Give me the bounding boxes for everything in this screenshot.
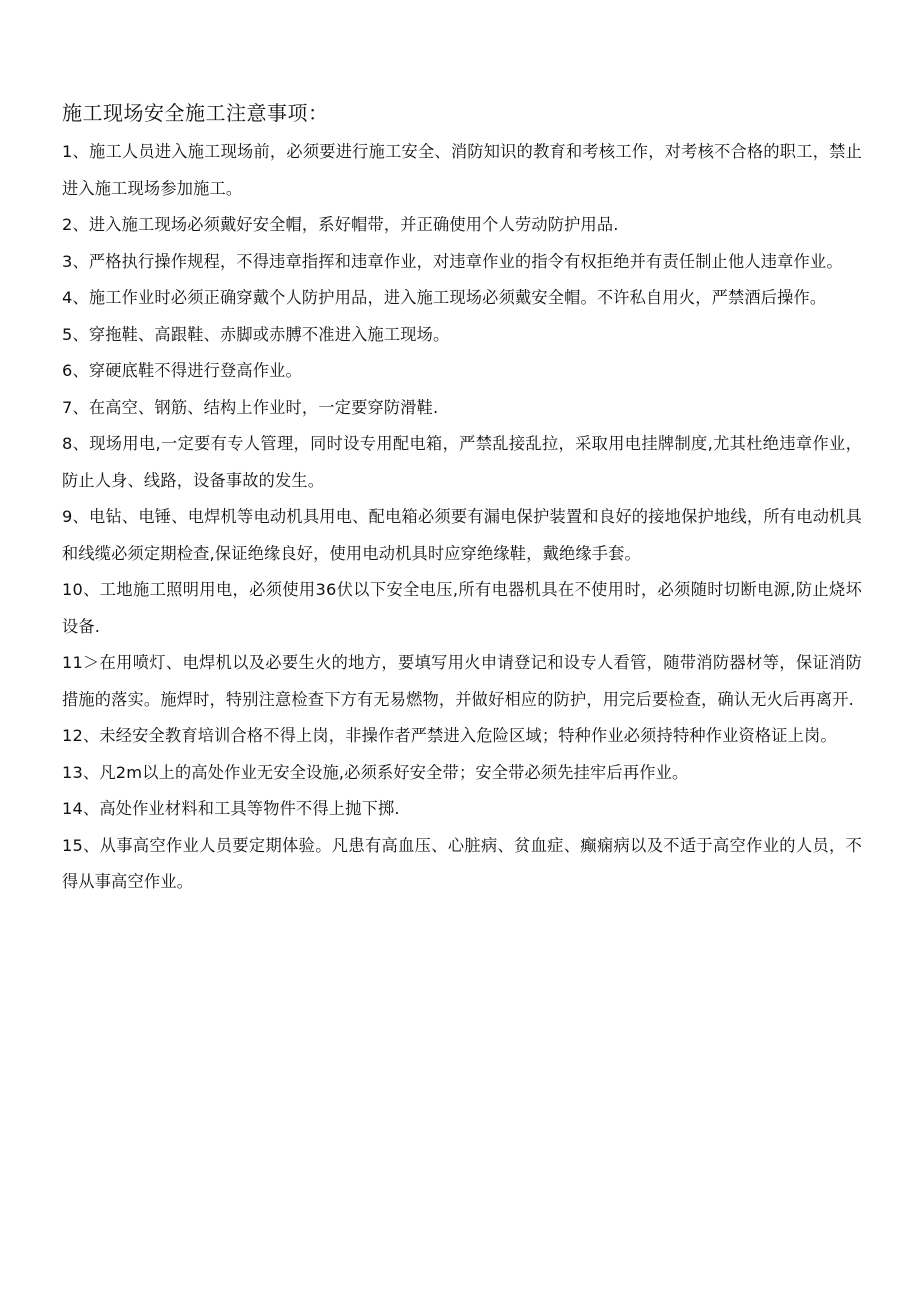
list-item: 5、穿拖鞋、高跟鞋、赤脚或赤膊不准进入施工现场。 — [62, 324, 450, 344]
page-title: 施工现场安全施工注意事项： — [62, 101, 329, 125]
list-item: 6、穿硬底鞋不得进行登高作业。 — [62, 361, 302, 380]
list-item: 15、从事高空作业人员要定期体验。凡患有高血压、心脏病、贫血症、癫痫病以及不适于高空作业的人员，不得从事高空作业。 — [62, 835, 862, 891]
list-item: 8、现场用电,一定要有专人管理，同时设专用配电箱，严禁乱接乱拉，采取用电挂牌制度,尤其杜绝违章作业，防止人身、线路，设备事故的发生。 — [62, 434, 862, 490]
list-item: 1、施工人员进入施工现场前，必须要进行施工安全、消防知识的教育和考核工作，对考核不合格的职工，禁止进入施工现场参加施工。 — [62, 142, 862, 198]
document-page — [62, 96, 862, 901]
list-item: 13、凡2m以上的高处作业无安全设施,必须系好安全带；安全带必须先挂牢后再作业。 — [62, 762, 689, 782]
list-item: 4、施工作业时必须正确穿戴个人防护用品，进入施工现场必须戴安全帽。不许私自用火，严禁酒后操作。 — [62, 288, 827, 307]
list-item: 3、严格执行操作规程，不得违章指挥和违章作业，对违章作业的指令有权拒绝并有责任制止他人违章作业。 — [62, 251, 843, 271]
list-item: 10、工地施工照明用电，必须使用36伏以下安全电压,所有电器机具在不使用时，必须随时切断电源,防止烧坏设备. — [62, 580, 862, 636]
list-item: 7、在高空、钢筋、结构上作业时，一定要穿防滑鞋. — [62, 397, 439, 417]
list-item: 11＞在用喷灯、电焊机以及必要生火的地方，要填写用火申请登记和设专人看管，随带消防器材等，保证消防措施的落实。施焊时，特别注意检查下方有无易燃物，并做好相应的防护，用完后要检查，确认无火后再离开. — [62, 653, 862, 709]
list-item: 9、电钻、电锤、电焊机等电动机具用电、配电箱必须要有漏电保护装置和良好的接地保护地线，所有电动机具和线缆必须定期检查,保证绝缘良好，使用电动机具时应穿绝缘鞋，戴绝缘手套。 — [62, 507, 862, 563]
list-item: 12、未经安全教育培训合格不得上岗，非操作者严禁进入危险区域；特种作业必须持特种作业资格证上岗。 — [62, 726, 837, 745]
list-item: 14、高处作业材料和工具等物件不得上抛下掷. — [62, 799, 400, 818]
list-item: 2、进入施工现场必须戴好安全帽，系好帽带，并正确使用个人劳动防护用品. — [62, 215, 619, 234]
